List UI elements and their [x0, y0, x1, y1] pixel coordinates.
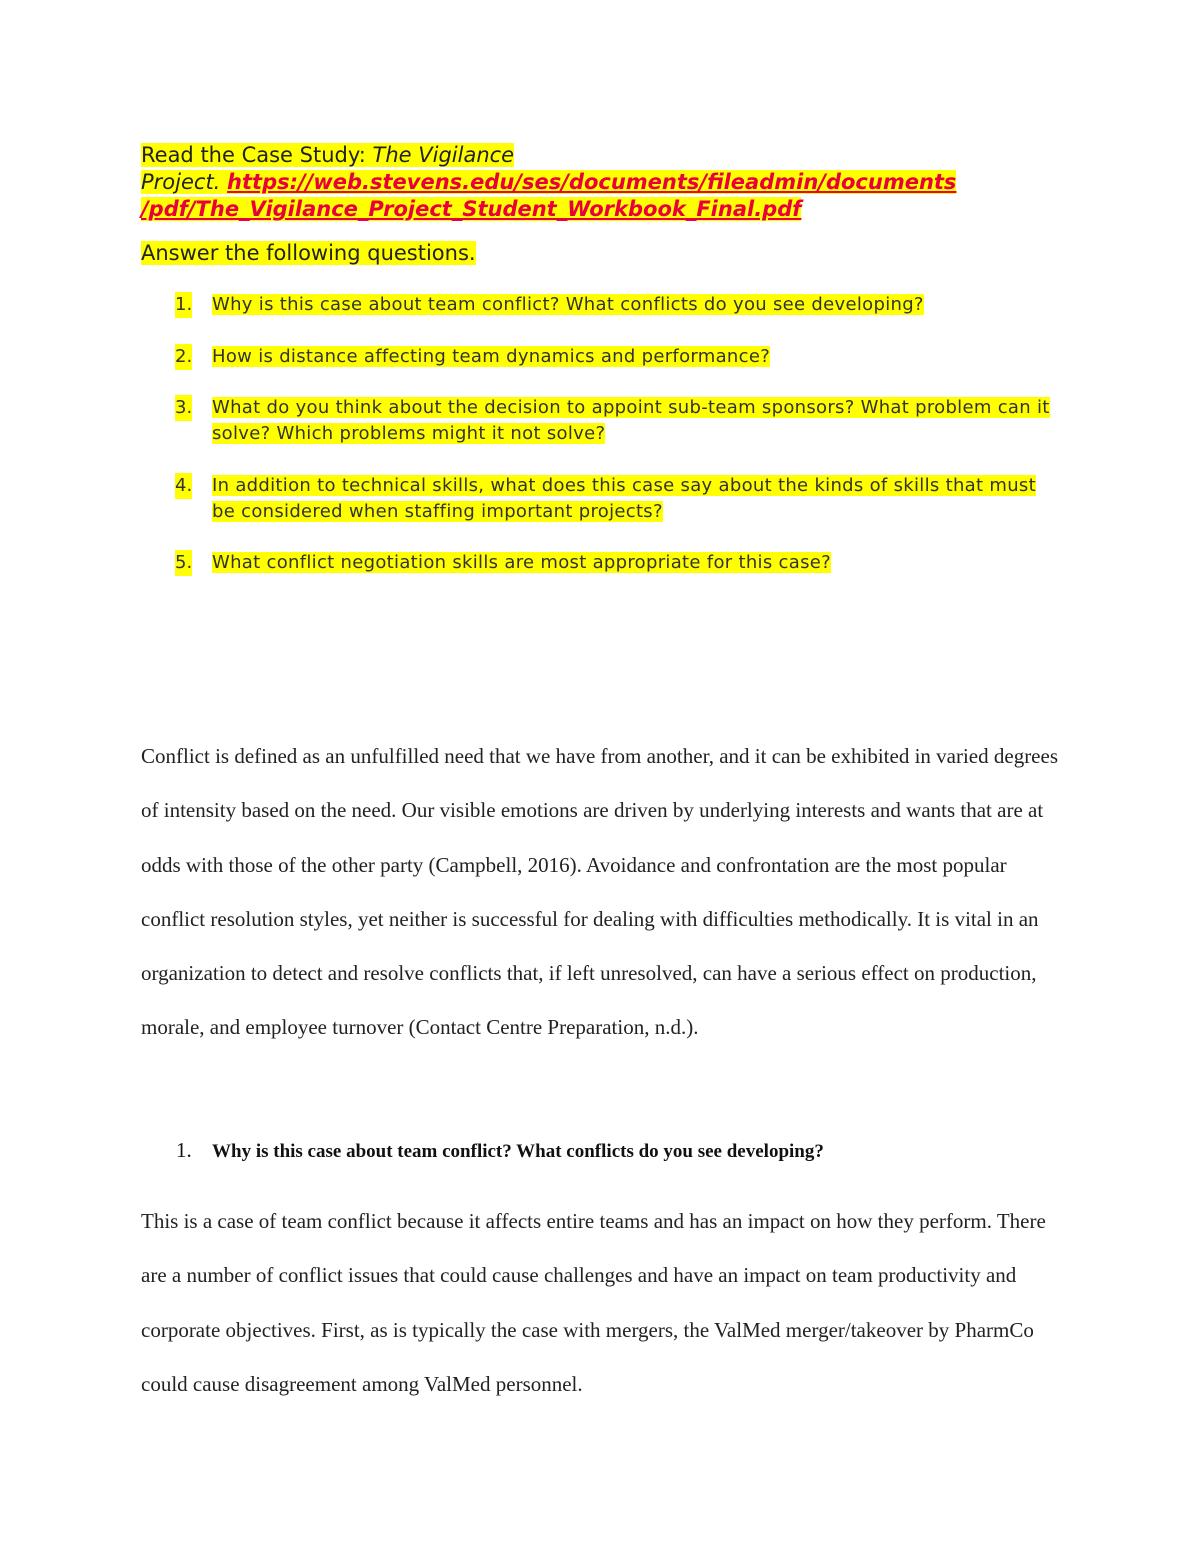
list-item	[141, 473, 1061, 525]
header-line-3	[141, 196, 1061, 223]
question-number: 4.	[175, 473, 192, 499]
case-study-header	[141, 142, 1061, 223]
header-line-1	[141, 142, 1061, 169]
essay-question-text: Why is this case about team conflict? What conflicts do you see developing?	[212, 1141, 824, 1162]
question-text: How is distance affecting team dynamics and performance?	[212, 345, 771, 367]
essay-answer	[141, 1194, 1071, 1411]
essay-question-number: 1.	[176, 1138, 192, 1162]
header-line-2	[141, 169, 1061, 196]
workbook-link-part2[interactable]: /pdf/The_Vigilance_Project_Student_Workbook_Final.pdf	[141, 197, 802, 221]
intro-paragraph: Conflict is defined as an unfulfilled need that we have from another, and it can be exhibited in varied degrees of intensity based on the need. Our visible emotions are driven by underlying interests and wants that are at odds with those of the other party (Campbell, 2016). Avoidance and confrontation are the most popular conflict resolution styles, yet neither is successful for dealing with difficulties methodically. It is vital in an organization to detect and resolve conflicts that, if left unresolved, can have a serious effect on production, morale, and employee turnover (Contact Centre Preparation, n.d.).	[141, 744, 1058, 1040]
question-list	[141, 292, 1061, 602]
header-title-part2: Project.	[141, 170, 221, 194]
question-number: 5.	[175, 550, 192, 576]
question-number: 1.	[175, 292, 192, 318]
question-text: Why is this case about team conflict? What conflicts do you see developing?	[212, 294, 924, 315]
header-lead-text: Read the Case Study:	[141, 143, 373, 167]
answer-paragraph: This is a case of team conflict because it affects entire teams and has an impact on how they perform. There are a number of conflict issues that could cause challenges and have an impact on team productivity and corporate objectives. First, as is typically the case with mergers, the ValMed merger/takeover by PharmCo could cause disagreement among ValMed personnel.	[141, 1209, 1046, 1396]
header-title-part1: The Vigilance	[372, 143, 515, 167]
list-item	[141, 550, 1061, 576]
question-number: 2.	[175, 344, 192, 370]
list-item	[141, 395, 1061, 447]
question-text: What conflict negotiation skills are most appropriate for this case?	[212, 552, 831, 573]
instruction-text: Answer the following questions.	[141, 241, 476, 265]
essay-question-heading	[176, 1138, 824, 1163]
question-number: 3.	[175, 395, 192, 421]
list-item	[141, 292, 1061, 318]
list-item	[141, 344, 1061, 370]
workbook-link-part1[interactable]: https://web.stevens.edu/ses/documents/fileadmin/documents	[227, 170, 957, 194]
question-text: In addition to technical skills, what does this case say about the kinds of skills that must be considered when staffing important projects?	[212, 474, 1036, 522]
question-text: What do you think about the decision to appoint sub-team sponsors? What problem can it solve? Which problems might it not solve?	[212, 397, 1050, 444]
essay-intro	[141, 729, 1071, 1055]
